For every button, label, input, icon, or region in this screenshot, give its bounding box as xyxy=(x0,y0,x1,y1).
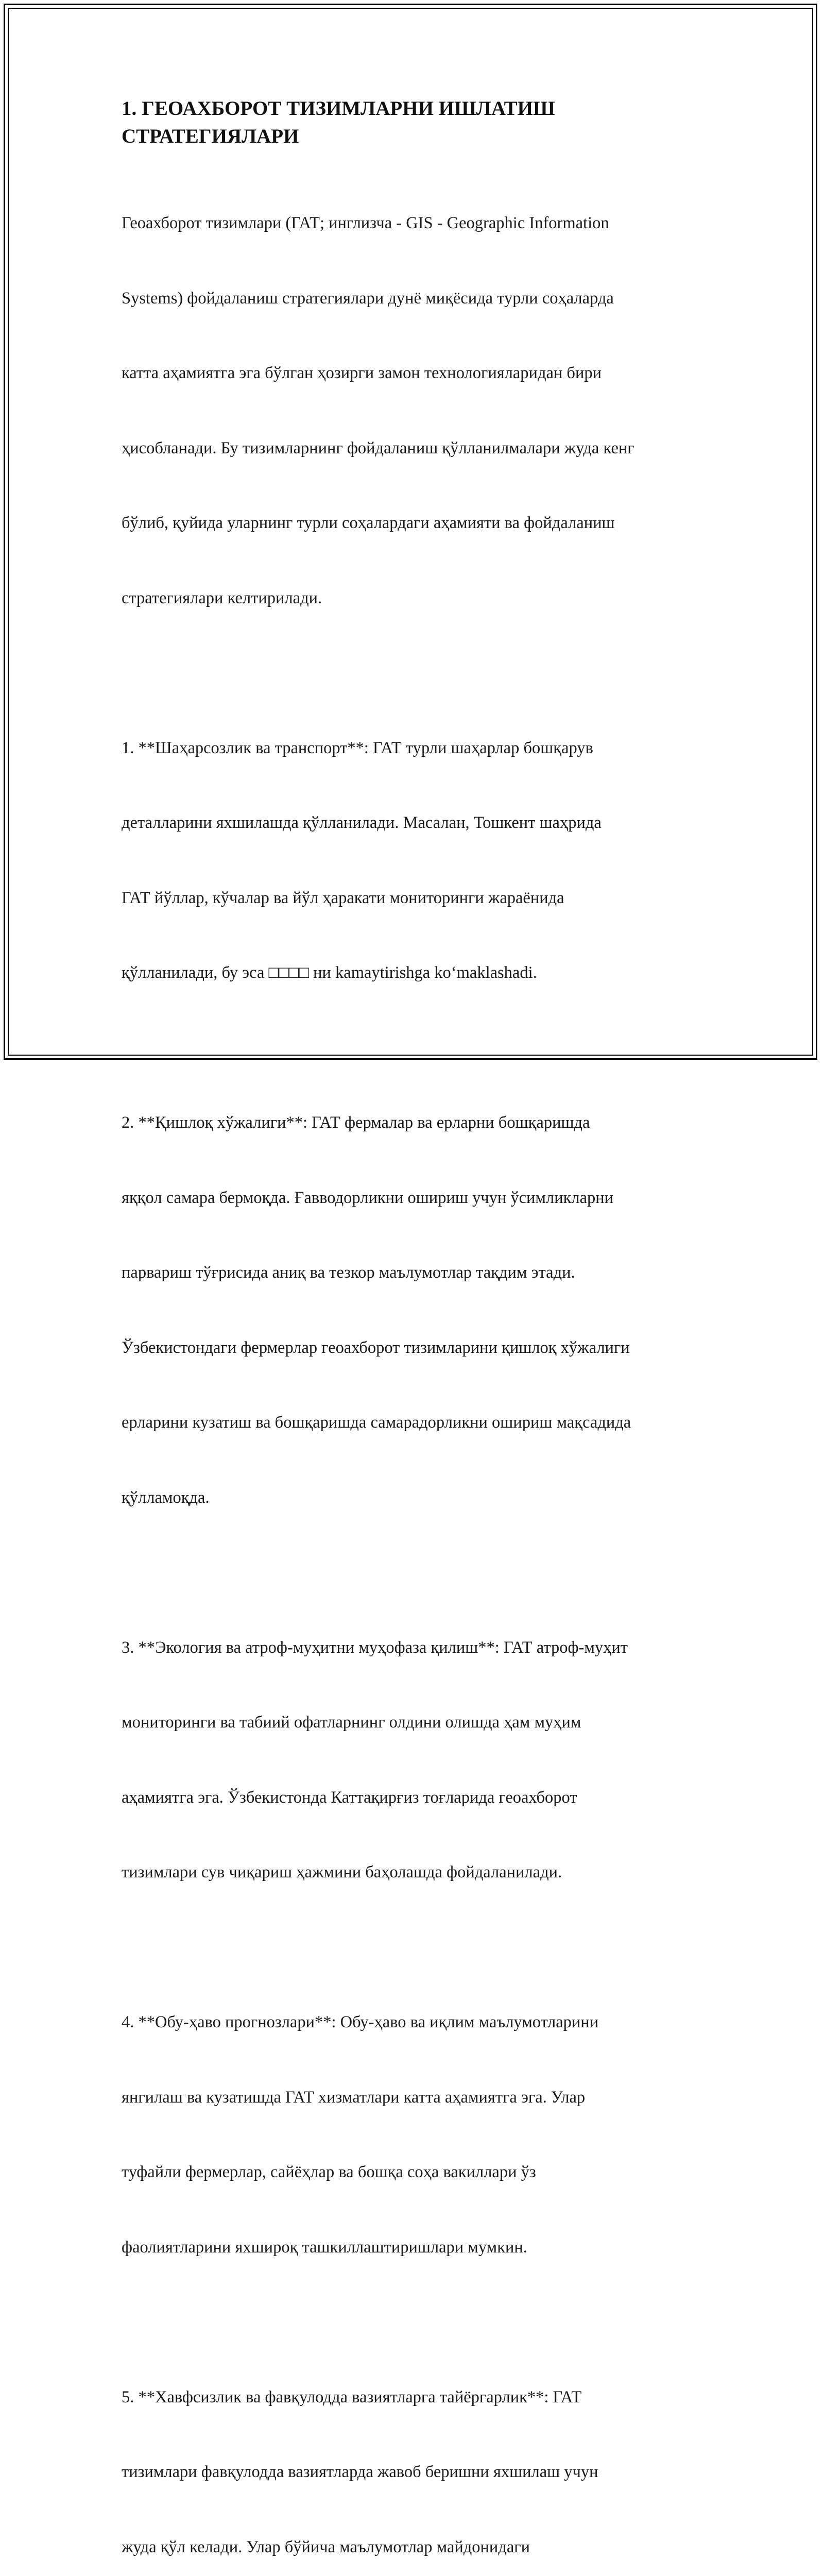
text-line: қўлланилади, бу эса □□□□ ни kamaytirishga ko‘maklashadi. xyxy=(122,960,709,986)
text-line: 4. **Обу-ҳаво прогнозлари**: Обу-ҳаво ва иқлим маълумотларини xyxy=(122,2010,709,2035)
list-item-paragraph xyxy=(122,2335,709,2576)
text-line: стратегиялари келтирилади. xyxy=(122,586,709,611)
text-line: 5. **Хавфсизлик ва фавқулодда вазиятларга тайёргарлик**: ГАТ xyxy=(122,2385,709,2410)
text-line: қўлламоқда. xyxy=(122,1485,709,1511)
text-line: Systems) фойдаланиш стратегиялари дунё миқёсида турли соҳаларда xyxy=(122,286,709,311)
text-line: 1. **Шаҳарсозлик ва транспорт**: ГАТ турли шаҳарлар бошқарув xyxy=(122,736,709,761)
title-line: 1. ГЕОАХБОРОТ ТИЗИМЛАРНИ ИШЛАТИШ xyxy=(122,95,709,123)
list-item-paragraph xyxy=(122,1960,709,2310)
intro-paragraph xyxy=(122,161,709,660)
text-line: 3. **Экология ва атроф-муҳитни муҳофаза қилиш**: ГАТ атроф-муҳит xyxy=(122,1635,709,1660)
list-item-paragraph xyxy=(122,686,709,1036)
text-line: тизимлари сув чиқариш ҳажмини баҳолашда фойдаланилади. xyxy=(122,1860,709,1885)
document-body xyxy=(122,95,709,2576)
text-line: Ўзбекистондаги фермерлар геоахборот тизимларини қишлоқ хўжалиги xyxy=(122,1335,709,1361)
text-line: 2. **Қишлоқ хўжалиги**: ГАТ фермалар ва ерларни бошқаришда xyxy=(122,1110,709,1136)
text-line: бўлиб, қуйида уларнинг турли соҳалардаги аҳамияти ва фойдаланиш xyxy=(122,511,709,536)
document-title xyxy=(122,95,709,150)
text-line: ҳисобланади. Бу тизимларнинг фойдаланиш қўлланилмалари жуда кенг xyxy=(122,436,709,461)
text-line: аҳамиятга эга. Ўзбекистонда Каттақирғиз тоғларида геоахборот xyxy=(122,1785,709,1810)
text-line: деталларини яхшилашда қўлланилади. Масалан, Тошкент шаҳрида xyxy=(122,810,709,836)
text-line: ГАТ йўллар, кўчалар ва йўл ҳаракати мониторинги жараёнида xyxy=(122,886,709,911)
text-line: Геоахборот тизимлари (ГАТ; инглизча - GIS - Geographic Information xyxy=(122,211,709,236)
text-line: туфайли фермерлар, сайёҳлар ва бошқа соҳа вакиллари ўз xyxy=(122,2160,709,2185)
text-line: тизимлари фавқулодда вазиятларда жавоб беришни яхшилаш учун xyxy=(122,2460,709,2485)
text-line: катта аҳамиятга эга бўлган ҳозирги замон технологияларидан бири xyxy=(122,361,709,386)
text-line: фаолиятларини яхшироқ ташкиллаштиришлари мумкин. xyxy=(122,2235,709,2260)
text-line: ерларини кузатиш ва бошқаришда самарадорликни ошириш мақсадида xyxy=(122,1410,709,1435)
text-line: парвариш тўғрисида аниқ ва тезкор маълумотлар тақдим этади. xyxy=(122,1260,709,1285)
text-line: яққол самара бермоқда. Ғавводорликни ошириш учун ўсимликларни xyxy=(122,1185,709,1211)
text-line: мониторинги ва табиий офатларнинг олдини олишда ҳам муҳим xyxy=(122,1710,709,1735)
list-item-paragraph xyxy=(122,1060,709,1560)
text-line: жуда қўл келади. Улар бўйича маълумотлар майдонидаги xyxy=(122,2535,709,2560)
text-line: янгилаш ва кузатишда ГАТ хизматлари катта аҳамиятга эга. Улар xyxy=(122,2085,709,2110)
title-line: СТРАТЕГИЯЛАРИ xyxy=(122,123,709,150)
list-item-paragraph xyxy=(122,1585,709,1935)
